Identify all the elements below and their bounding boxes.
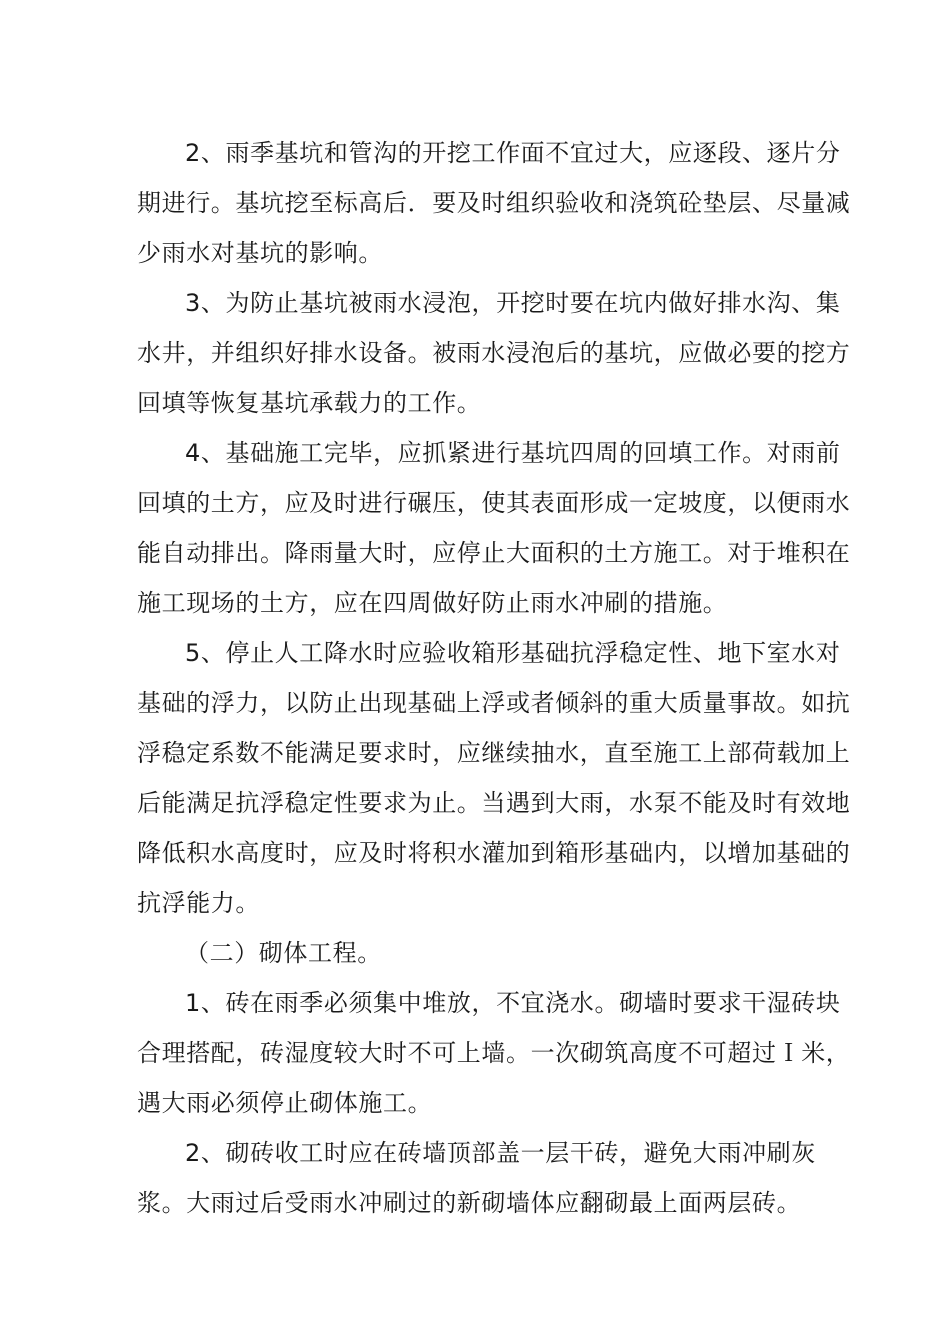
section-heading-masonry: （二）砌体工程。 <box>185 939 382 967</box>
document-body <box>137 128 857 1228</box>
paragraph-brick-cover: 2、砌砖收工时应在砖墙顶部盖一层干砖，避免大雨冲刷灰浆。大雨过后受雨水冲刷过的新砌墙体应翻砌最上面两层砖。 <box>137 1139 816 1217</box>
paragraph-anti-floating: 5、停止人工降水时应验收箱形基础抗浮稳定性、地下室水对基础的浮力，以防止出现基础上浮或者倾斜的重大质量事故。如抗浮稳定系数不能满足要求时，应继续抽水，直至施工上部荷载加上后能满足抗浮稳定性要求为止。当遇到大雨，水泵不能及时有效地降低积水高度时，应及时将积水灌加到箱形基础内，以增加基础的抗浮能力。 <box>137 639 851 917</box>
paragraph-backfill: 4、基础施工完毕，应抓紧进行基坑四周的回填工作。对雨前回填的土方，应及时进行碾压，使其表面形成一定坡度，以便雨水能自动排出。降雨量大时，应停止大面积的土方施工。对于堆积在施工现场的土方，应在四周做好防止雨水冲刷的措施。 <box>137 439 851 617</box>
paragraph-foundation-pit-excavation: 2、雨季基坑和管沟的开挖工作面不宜过大，应逐段、逐片分期进行。基坑挖至标高后．要及时组织验收和浇筑砼垫层、尽量减少雨水对基坑的影响。 <box>137 139 851 267</box>
paragraph-brick-stacking: 1、砖在雨季必须集中堆放，不宜浇水。砌墙时要求干湿砖块合理搭配，砖湿度较大时不可上墙。一次砌筑高度不可超过Ｉ米，遇大雨必须停止砌体施工。 <box>137 989 851 1117</box>
paragraph-pit-drainage: 3、为防止基坑被雨水浸泡，开挖时要在坑内做好排水沟、集水井，并组织好排水设备。被雨水浸泡后的基坑，应做必要的挖方回填等恢复基坑承载力的工作。 <box>137 289 851 417</box>
